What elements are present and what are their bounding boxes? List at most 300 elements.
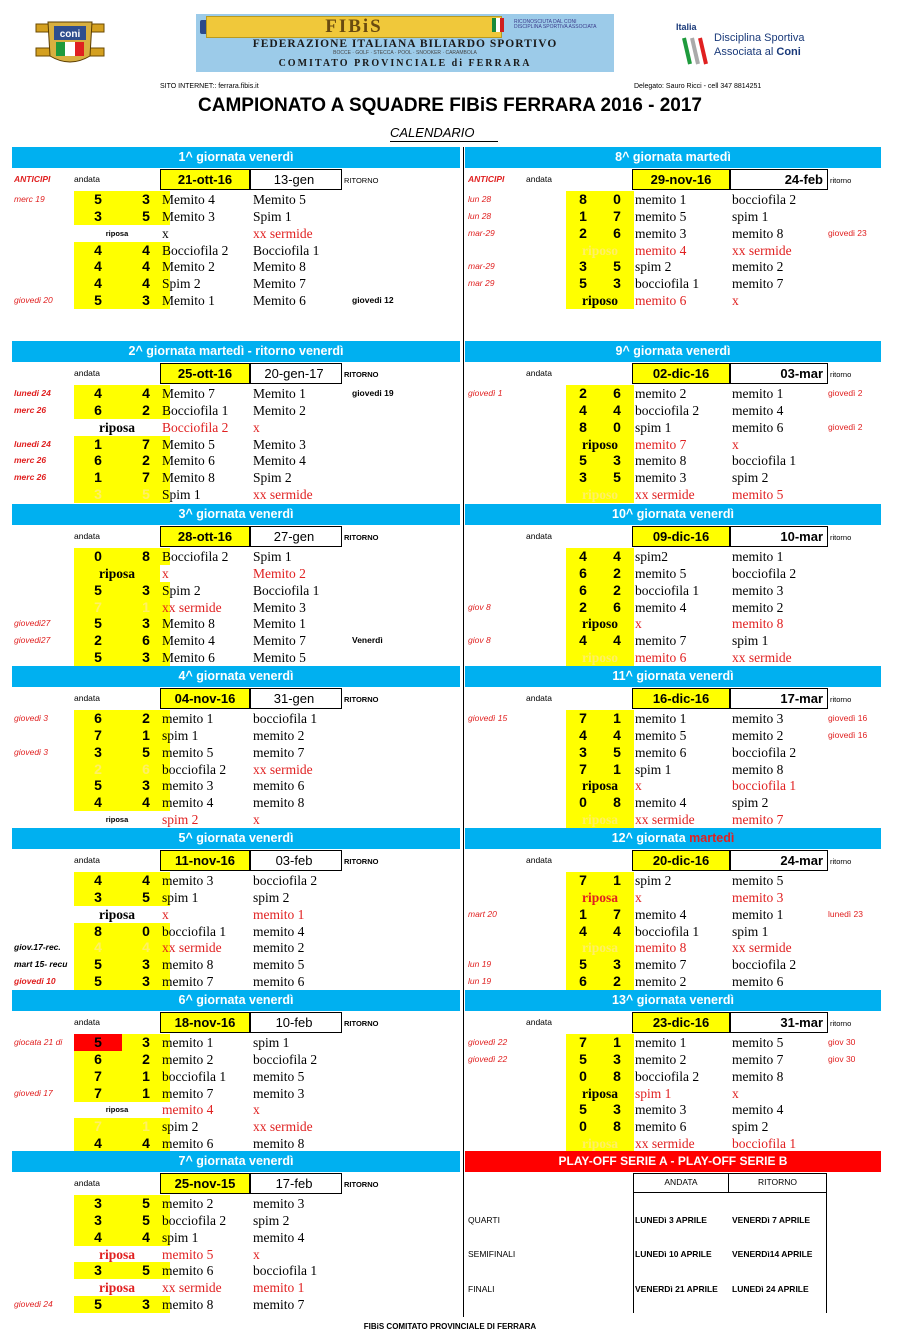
score-home: 3 [566,744,600,761]
score-away: 0 [600,419,634,436]
ritorno-date: 24-mar [730,850,828,871]
score-away: 5 [600,469,634,486]
away-team: Memito 6 [253,293,306,308]
away-team: memito 7 [253,745,305,760]
match-note: giovedi27 [14,635,51,645]
score-home: 7 [74,1068,122,1085]
score-away: 3 [122,956,170,973]
score-home: 4 [74,258,122,275]
playoff-andata-date: LUNEDì 3 APRILE [635,1215,707,1225]
match-note: giovedi 10 [14,976,56,986]
score-away: 3 [122,615,170,632]
match-note: merc 26 [14,455,47,465]
score-away: 5 [122,1195,170,1212]
away-team: bocciofila 1 [253,1263,318,1278]
match-note: lun 19 [468,959,492,969]
andata-label: andata [74,1178,100,1188]
ritorno-date: 24-feb [730,169,828,190]
home-team: Bocciofila 2 [162,420,229,435]
home-team: x [162,907,169,922]
score-home: 3 [74,1212,122,1229]
score-away: 6 [122,632,170,649]
home-team: memito 6 [635,745,687,760]
match-return-note: giov 30 [828,1054,856,1064]
score-home: 5 [74,1034,122,1051]
home-team: bocciofila 2 [635,403,700,418]
score-away: 2 [600,582,634,599]
home-team: memito 5 [635,566,687,581]
score-away: 5 [122,486,170,503]
riposa-label: riposa [105,815,129,824]
score-away: 5 [122,1212,170,1229]
away-team: Spim 1 [253,549,292,564]
andata-date: 25-nov-15 [160,1173,250,1194]
match-note: mart 15- recu [14,959,68,969]
away-team: x [253,812,260,827]
andata-date: 18-nov-16 [160,1012,250,1033]
home-team: Memito 8 [162,470,215,485]
match-note: giov.17-rec. [14,942,61,952]
home-team: xx sermide [635,812,695,827]
riposa-label: riposa [566,811,634,828]
score-home: 3 [74,744,122,761]
score-home: 4 [74,872,122,889]
ritorno-label: ritorno [830,533,852,542]
score-home: 3 [74,486,122,503]
ritorno-label: RITORNO [344,1180,379,1189]
away-team: bocciofila 2 [732,566,797,581]
away-team: spim 2 [732,470,769,485]
ritorno-date: 31-gen [250,688,342,709]
score-home: 1 [74,436,122,453]
andata-date: 21-ott-16 [160,169,250,190]
playoff-divider [633,1193,634,1313]
home-team: bocciofila 1 [162,924,227,939]
score-away: 4 [122,385,170,402]
home-team: Memito 4 [162,633,215,648]
away-team: bocciofila 1 [732,1136,797,1151]
page-title: CAMPIONATO A SQUADRE FIBiS FERRARA 2016 - 2017 [198,95,702,116]
away-team: memito 8 [253,795,305,810]
ritorno-date: 03-feb [250,850,342,871]
round-header [12,147,460,168]
riposa-label: riposa [566,1135,634,1152]
score-home: 2 [74,632,122,649]
home-team: memito 7 [162,974,214,989]
away-team: x [253,1247,260,1262]
score-away: 7 [122,469,170,486]
tricolor-stripes-icon [680,36,710,66]
andata-date: 09-dic-16 [632,526,730,547]
andata-label: andata [526,531,552,541]
round-header [465,828,881,849]
away-team: memito 6 [732,420,784,435]
away-team: x [732,1086,739,1101]
score-away: 8 [600,1068,634,1085]
score-away: 1 [122,599,170,616]
score-home: 3 [74,889,122,906]
away-team: memito 5 [732,1035,784,1050]
away-team: memito 8 [732,226,784,241]
score-home: 7 [74,1085,122,1102]
home-team: memito 6 [162,1136,214,1151]
score-home: 5 [74,973,122,990]
score-away: 3 [122,191,170,208]
match-return-note: giovedì 2 [828,422,863,432]
andata-label: andata [526,855,552,865]
score-home: 5 [74,615,122,632]
away-team: xx sermide [732,940,792,955]
home-team: memito 5 [162,1247,214,1262]
riposa-label: riposa [105,229,129,238]
match-return-note: giovedì 16 [828,730,868,740]
score-home: 2 [566,599,600,616]
score-away: 3 [122,649,170,666]
home-team: xx sermide [635,487,695,502]
home-team: Bocciofila 2 [162,243,229,258]
home-team: bocciofila 2 [162,1213,227,1228]
score-away: 0 [122,923,170,940]
home-team: memito 7 [162,1086,214,1101]
match-return-note: giovedi 12 [352,295,394,305]
away-team: memito 1 [253,907,305,922]
andata-label: andata [74,693,100,703]
match-note: lunedi 24 [14,439,51,449]
round-header [465,666,881,687]
anticipi-label: ANTICIPI [468,174,505,184]
home-team: spim 2 [635,873,672,888]
footer: FIBiS COMITATO PROVINCIALE DI FERRARA [363,1322,537,1331]
score-away: 2 [122,1051,170,1068]
score-home: 5 [566,1101,600,1118]
away-team: memito 3 [253,1086,305,1101]
away-team: memito 4 [732,1102,784,1117]
score-home: 5 [566,452,600,469]
home-team: x [635,890,642,905]
score-away: 8 [600,794,634,811]
score-home: 5 [566,956,600,973]
andata-date: 16-dic-16 [632,688,730,709]
match-note: giocata 21 di [14,1037,63,1047]
andata-label: andata [526,174,552,184]
score-home: 7 [566,761,600,778]
score-away: 3 [122,1296,170,1313]
andata-label: andata [74,855,100,865]
ritorno-date: 10-mar [730,526,828,547]
match-note: giovedì 22 [468,1037,508,1047]
score-home: 5 [74,956,122,973]
score-away: 5 [122,1262,170,1279]
score-away: 0 [600,191,634,208]
match-note: lun 28 [468,194,492,204]
match-note: mar 29 [468,278,495,288]
home-team: Memito 8 [162,616,215,631]
andata-date: 25-ott-16 [160,363,250,384]
score-home: 1 [566,208,600,225]
home-team: bocciofila 2 [635,1069,700,1084]
riposa-label: riposo [566,436,634,453]
home-team: memito 4 [635,907,687,922]
home-team: xx sermide [162,600,222,615]
andata-label: andata [526,368,552,378]
away-team: memito 8 [253,1136,305,1151]
round-header [465,147,881,168]
round-header [12,1151,460,1172]
match-note: giovedì 15 [468,713,508,723]
home-team: memito 4 [635,600,687,615]
score-away: 3 [600,1051,634,1068]
score-home: 7 [74,599,122,616]
score-home: 0 [566,794,600,811]
playoff-header: PLAY-OFF SERIE A - PLAY-OFF SERIE B [465,1151,881,1172]
score-home: 3 [74,1262,122,1279]
home-team: xx sermide [162,1280,222,1295]
home-team: Memito 2 [162,259,215,274]
match-note: giovedi27 [14,618,51,628]
home-team: memito 8 [635,940,687,955]
home-team: memito 3 [162,873,214,888]
away-team: memito 2 [732,600,784,615]
home-team: memito 2 [635,1052,687,1067]
playoff-andata-date: VENERDì 21 APRILE [635,1284,718,1294]
away-team: memito 3 [732,711,784,726]
score-home: 6 [74,1051,122,1068]
away-team: x [732,293,739,308]
score-home: 5 [566,1051,600,1068]
banner-side-text: RICONOSCIUTA DAL CONI DISCIPLINA SPORTIVA ASSOCIATA [514,19,597,30]
riposa-label: riposa [566,1085,634,1102]
score-away: 5 [600,744,634,761]
away-team: memito 4 [253,924,305,939]
away-team: memito 6 [732,974,784,989]
score-home: 6 [566,565,600,582]
away-team: Memito 3 [253,600,306,615]
home-team: Memito 5 [162,437,215,452]
score-home: 5 [74,582,122,599]
riposa-label: riposo [566,242,634,259]
score-home: 2 [566,385,600,402]
away-team: memito 4 [253,1230,305,1245]
score-away: 1 [122,727,170,744]
away-team: memito 5 [732,873,784,888]
home-team: memito 6 [635,650,687,665]
home-team: memito 4 [635,243,687,258]
score-away: 3 [600,275,634,292]
score-home: 4 [566,632,600,649]
score-away: 4 [600,727,634,744]
playoff-ritorno-date: VENERDì14 APRILE [732,1249,813,1259]
match-note: giov 8 [468,635,491,645]
away-team: spim 1 [732,633,769,648]
score-away: 8 [600,1118,634,1135]
away-team: spim 1 [732,209,769,224]
home-team: memito 1 [162,711,214,726]
coni-dsa-line2: Associata al Coni [714,46,801,58]
home-team: memito 3 [635,470,687,485]
home-team: memito 4 [162,1102,214,1117]
score-away: 1 [600,710,634,727]
andata-date: 11-nov-16 [160,850,250,871]
ritorno-label: RITORNO [344,533,379,542]
score-home: 5 [74,777,122,794]
andata-label: andata [74,531,100,541]
score-away: 2 [122,710,170,727]
riposa-label: riposa [566,777,634,794]
score-away: 4 [600,402,634,419]
score-home: 5 [74,649,122,666]
away-team: bocciofila 2 [253,1052,318,1067]
round-header [12,504,460,525]
home-team: Bocciofila 1 [162,403,229,418]
away-team: memito 3 [253,1196,305,1211]
coni-shield-logo [34,18,106,68]
score-home: 3 [566,258,600,275]
home-team: Bocciofila 2 [162,549,229,564]
site-url: SITO INTERNET:: ferrara.fibis.it [160,83,259,90]
score-home: 5 [74,292,122,309]
away-team: Bocciofila 1 [253,583,320,598]
score-home: 6 [74,452,122,469]
score-away: 5 [122,889,170,906]
away-team: spim 1 [732,924,769,939]
away-team: memito 7 [732,276,784,291]
away-team: x [732,437,739,452]
ritorno-date: 03-mar [730,363,828,384]
score-home: 2 [74,761,122,778]
score-home: 8 [566,191,600,208]
match-note: lunedi 24 [14,388,51,398]
away-team: memito 2 [732,728,784,743]
score-home: 4 [566,923,600,940]
score-home: 6 [566,973,600,990]
round-title: 2^ giornata martedì - ritorno venerdì [128,344,344,358]
round-header [12,666,460,687]
score-away: 3 [122,582,170,599]
away-team: xx sermide [253,487,313,502]
riposa-label: riposa [105,1105,129,1114]
score-away: 4 [600,632,634,649]
andata-date: 02-dic-16 [632,363,730,384]
home-team: memito 1 [635,192,687,207]
coni-dsa-line2-bold: Coni [776,46,801,58]
away-team: bocciofila 1 [253,711,318,726]
ritorno-label: RITORNO [344,176,379,185]
match-note: mart 20 [468,909,497,919]
score-home: 4 [566,548,600,565]
score-away: 1 [122,1085,170,1102]
away-team: Memito 4 [253,453,306,468]
score-home: 4 [74,242,122,259]
score-home: 8 [566,419,600,436]
round-title: 9^ giornata venerdì [615,344,731,358]
home-team: memito 1 [635,711,687,726]
match-return-note: Venerdì [352,635,383,645]
score-home: 0 [566,1068,600,1085]
away-team: memito 1 [732,549,784,564]
away-team: Memito 1 [253,386,306,401]
home-team: Memito 3 [162,209,215,224]
away-team: memito 3 [732,890,784,905]
home-team: memito 2 [635,386,687,401]
home-team: memito 3 [635,1102,687,1117]
home-team: x [635,778,642,793]
away-team: spim 2 [253,1213,290,1228]
score-home: 8 [74,923,122,940]
score-away: 1 [600,1034,634,1051]
score-home: 0 [566,1118,600,1135]
score-home: 3 [74,1195,122,1212]
score-away: 7 [122,436,170,453]
score-away: 2 [122,452,170,469]
fibis-banner [196,14,614,72]
score-home: 0 [74,548,122,565]
round-title: 8^ giornata [615,150,686,164]
score-home: 6 [74,402,122,419]
round-title: 13^ giornata venerdì [612,993,734,1007]
ritorno-date: 10-feb [250,1012,342,1033]
away-team: xx sermide [732,650,792,665]
home-team: memito 7 [635,957,687,972]
home-team: bocciofila 1 [635,924,700,939]
away-team: x [253,1102,260,1117]
score-away: 4 [122,872,170,889]
match-note: merc 19 [14,194,45,204]
home-team: x [162,566,169,581]
home-team: spim2 [635,549,669,564]
home-team: spim 1 [162,728,199,743]
away-team: memito 2 [732,259,784,274]
round-title-day: martedì [689,831,735,845]
match-note: giovedi 3 [14,713,49,723]
away-team: memito 3 [732,583,784,598]
andata-label: andata [74,1017,100,1027]
ritorno-date: 31-mar [730,1012,828,1033]
ritorno-date: 17-feb [250,1173,342,1194]
match-return-note: giovedì 16 [828,713,868,723]
away-team: xx sermide [253,1119,313,1134]
home-team: xx sermide [162,940,222,955]
away-team: Memito 7 [253,633,306,648]
match-note: giovedì 22 [468,1054,508,1064]
away-team: memito 8 [732,616,784,631]
away-team: memito 7 [732,812,784,827]
score-home: 5 [74,1296,122,1313]
riposa-label: riposo [566,292,634,309]
away-team: memito 5 [253,1069,305,1084]
home-team: memito 8 [162,957,214,972]
round-title: 6^ giornata venerdì [178,993,294,1007]
ritorno-label: RITORNO [344,1019,379,1028]
match-return-note: lunedì 23 [828,909,863,919]
banner-federation-name: FEDERAZIONE ITALIANA BILIARDO SPORTIVO [252,38,558,50]
andata-label: andata [74,174,100,184]
away-team: Memito 1 [253,616,306,631]
match-note: merc 26 [14,472,47,482]
italian-flag-icon [492,18,504,32]
score-home: 4 [74,385,122,402]
home-team: memito 6 [162,1263,214,1278]
round-title: 11^ giornata venerdì [612,669,734,683]
round-title: 3^ giornata venerdì [178,507,294,521]
score-away: 4 [122,794,170,811]
away-team: Memito 2 [253,566,306,581]
match-return-note: giov 30 [828,1037,856,1047]
home-team: spim 1 [162,890,199,905]
score-away: 3 [122,973,170,990]
away-team: memito 2 [253,940,305,955]
score-away: 5 [122,744,170,761]
riposa-label: riposa [566,939,634,956]
